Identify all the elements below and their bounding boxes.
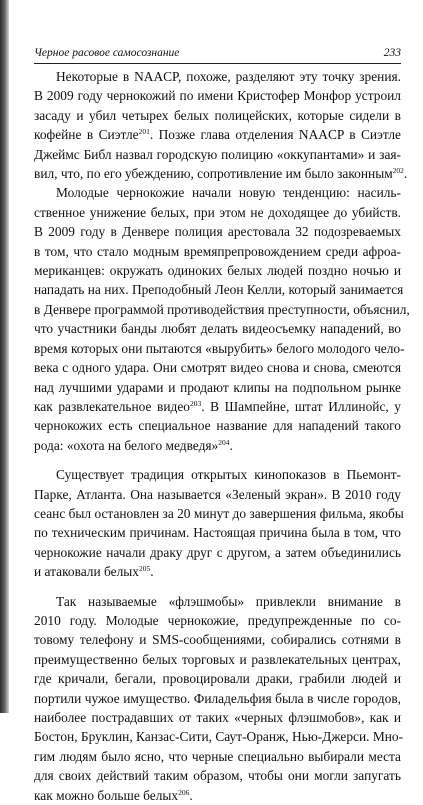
footnote-ref: 205 xyxy=(138,564,151,574)
text-line: Некоторые в NAACP, похоже, разделяют эту точку зрения. xyxy=(56,69,401,84)
text-line: В 2009 году чернокожий по имени Кристофер Монфор устроил xyxy=(34,88,401,104)
text-segment: кофейне в Сиэтле xyxy=(34,127,139,143)
text-segment: . Позже глава отделения NAACP в Сиэтле xyxy=(149,127,401,143)
text-line xyxy=(34,397,401,416)
text-line: века с одного удара. Они смотрят видео снова и снова, смеются xyxy=(34,360,401,376)
body-text xyxy=(34,67,410,805)
text-segment: и атаковали белых xyxy=(34,564,139,580)
text-line: чернокожие начали драку друг с другом, а затем объединились xyxy=(34,544,401,560)
text-line xyxy=(34,125,401,144)
paragraph xyxy=(34,465,404,581)
page-number: 233 xyxy=(383,47,401,59)
text-line: как можно больше белых$^{206}$. xyxy=(34,787,193,803)
text-line: где кричали, бегали, провоцировали драки, грабили людей и xyxy=(34,671,401,687)
text-line: и атаковали белых$^{205}$. xyxy=(34,564,154,580)
text-segment: рода: «охота на белого медведя» xyxy=(34,437,219,453)
text-line: мериканцев: окружать одиноких белых людей поздно ночью и xyxy=(34,263,401,279)
text-line: Парке, Атланта. Она называется «Зеленый экран». В 2010 году xyxy=(34,486,401,502)
paragraph xyxy=(34,592,404,805)
text-line: чернокожих есть специальное название для нападений такого xyxy=(34,418,401,434)
footnote-ref: 204 xyxy=(218,437,230,447)
footnote-ref: 206 xyxy=(178,787,190,797)
text-line: нападать на них. Преподобный Леон Келли, который занимается xyxy=(34,282,404,298)
footnote-ref: 202 xyxy=(392,166,404,176)
text-line: по техническим причинам. Настоящая причина была в том, что xyxy=(34,525,401,541)
paragraph xyxy=(34,67,408,183)
header-rule xyxy=(34,63,401,64)
paragraph-gap xyxy=(34,582,401,592)
text-line: в том, что стало модным времяпрепровождением среди афроа- xyxy=(34,243,401,259)
paragraph-gap xyxy=(34,455,401,465)
text-line: сеанс был остановлен за 20 минут до завершения фильма, якобы xyxy=(34,505,404,521)
text-line: Так называемые «флэшмобы» привлекли внимание в xyxy=(56,593,401,609)
text-line: гим людям было ясно, что черные специально выбирали места xyxy=(34,748,401,764)
text-line: ственное унижение белых, при этом не доходящее до убийств. xyxy=(34,204,401,220)
text-line: портили чужое имущество. Филадельфия была в числе городов, xyxy=(34,690,401,706)
footnote-ref: 203 xyxy=(189,398,202,408)
text-line: В 2009 году в Денвере полиция арестовала 32 подозреваемых xyxy=(34,224,401,240)
text-segment: . В Шампейне, штат Иллинойс, у xyxy=(201,398,401,414)
paragraph xyxy=(34,183,410,455)
text-line: для своих действий таким образом, чтобы они могли запугать xyxy=(34,768,401,784)
text-line: наиболее пострадавших от таких «черных флэшмобов», как и xyxy=(34,710,401,725)
page-header xyxy=(34,47,401,59)
page-binding-shadow xyxy=(0,0,9,713)
footnote-ref: 201 xyxy=(138,127,150,137)
text-segment: вил, что, по его убеждению, сопротивление им было законным xyxy=(34,166,393,182)
running-title: Черное расовое самосознание xyxy=(34,47,180,59)
text-line: засаду и убил четырех белых полицейских, которые сидели в xyxy=(34,107,401,123)
text-line: в Денвере программой противодействия преступности, объяснил, xyxy=(34,301,410,317)
text-segment: как можно больше белых xyxy=(34,787,179,803)
text-line: преимущественно белых торговых и развлекательных центрах, xyxy=(34,651,401,667)
text-line: товому телефону и SMS-сообщениями, собирались сотнями в xyxy=(34,632,401,648)
text-line: над лучшими ударами и продают клипы на подпольном рынке xyxy=(34,379,401,395)
text-line: Молодые чернокожие начали новую тенденцию: насиль- xyxy=(56,185,401,201)
text-line: Джеймс Библ назвал городскую полицию «оккупантами» и зая- xyxy=(34,146,401,162)
text-line: время которых они пытаются «вырубить» белого молодого чело- xyxy=(34,340,405,356)
text-line: вил, что, по его убеждению, сопротивление им было законным$^{202}$. xyxy=(34,166,408,182)
text-segment: как развлекательное видео xyxy=(34,398,190,414)
text-line: Бостон, Бруклин, Канзас-Сити, Саут-Оранж, Нью-Джерси. Мно- xyxy=(34,729,404,745)
text-line: 2010 году. Молодые чернокожие, предупрежденные по со- xyxy=(34,612,401,628)
text-line: что участники банды любят делать видеосъемку нападений, во xyxy=(34,321,401,337)
text-line: рода: «охота на белого медведя»$^{204}$. xyxy=(34,437,233,453)
text-line: Существует традиция открытых кинопоказов в Пьемонт- xyxy=(56,467,401,483)
